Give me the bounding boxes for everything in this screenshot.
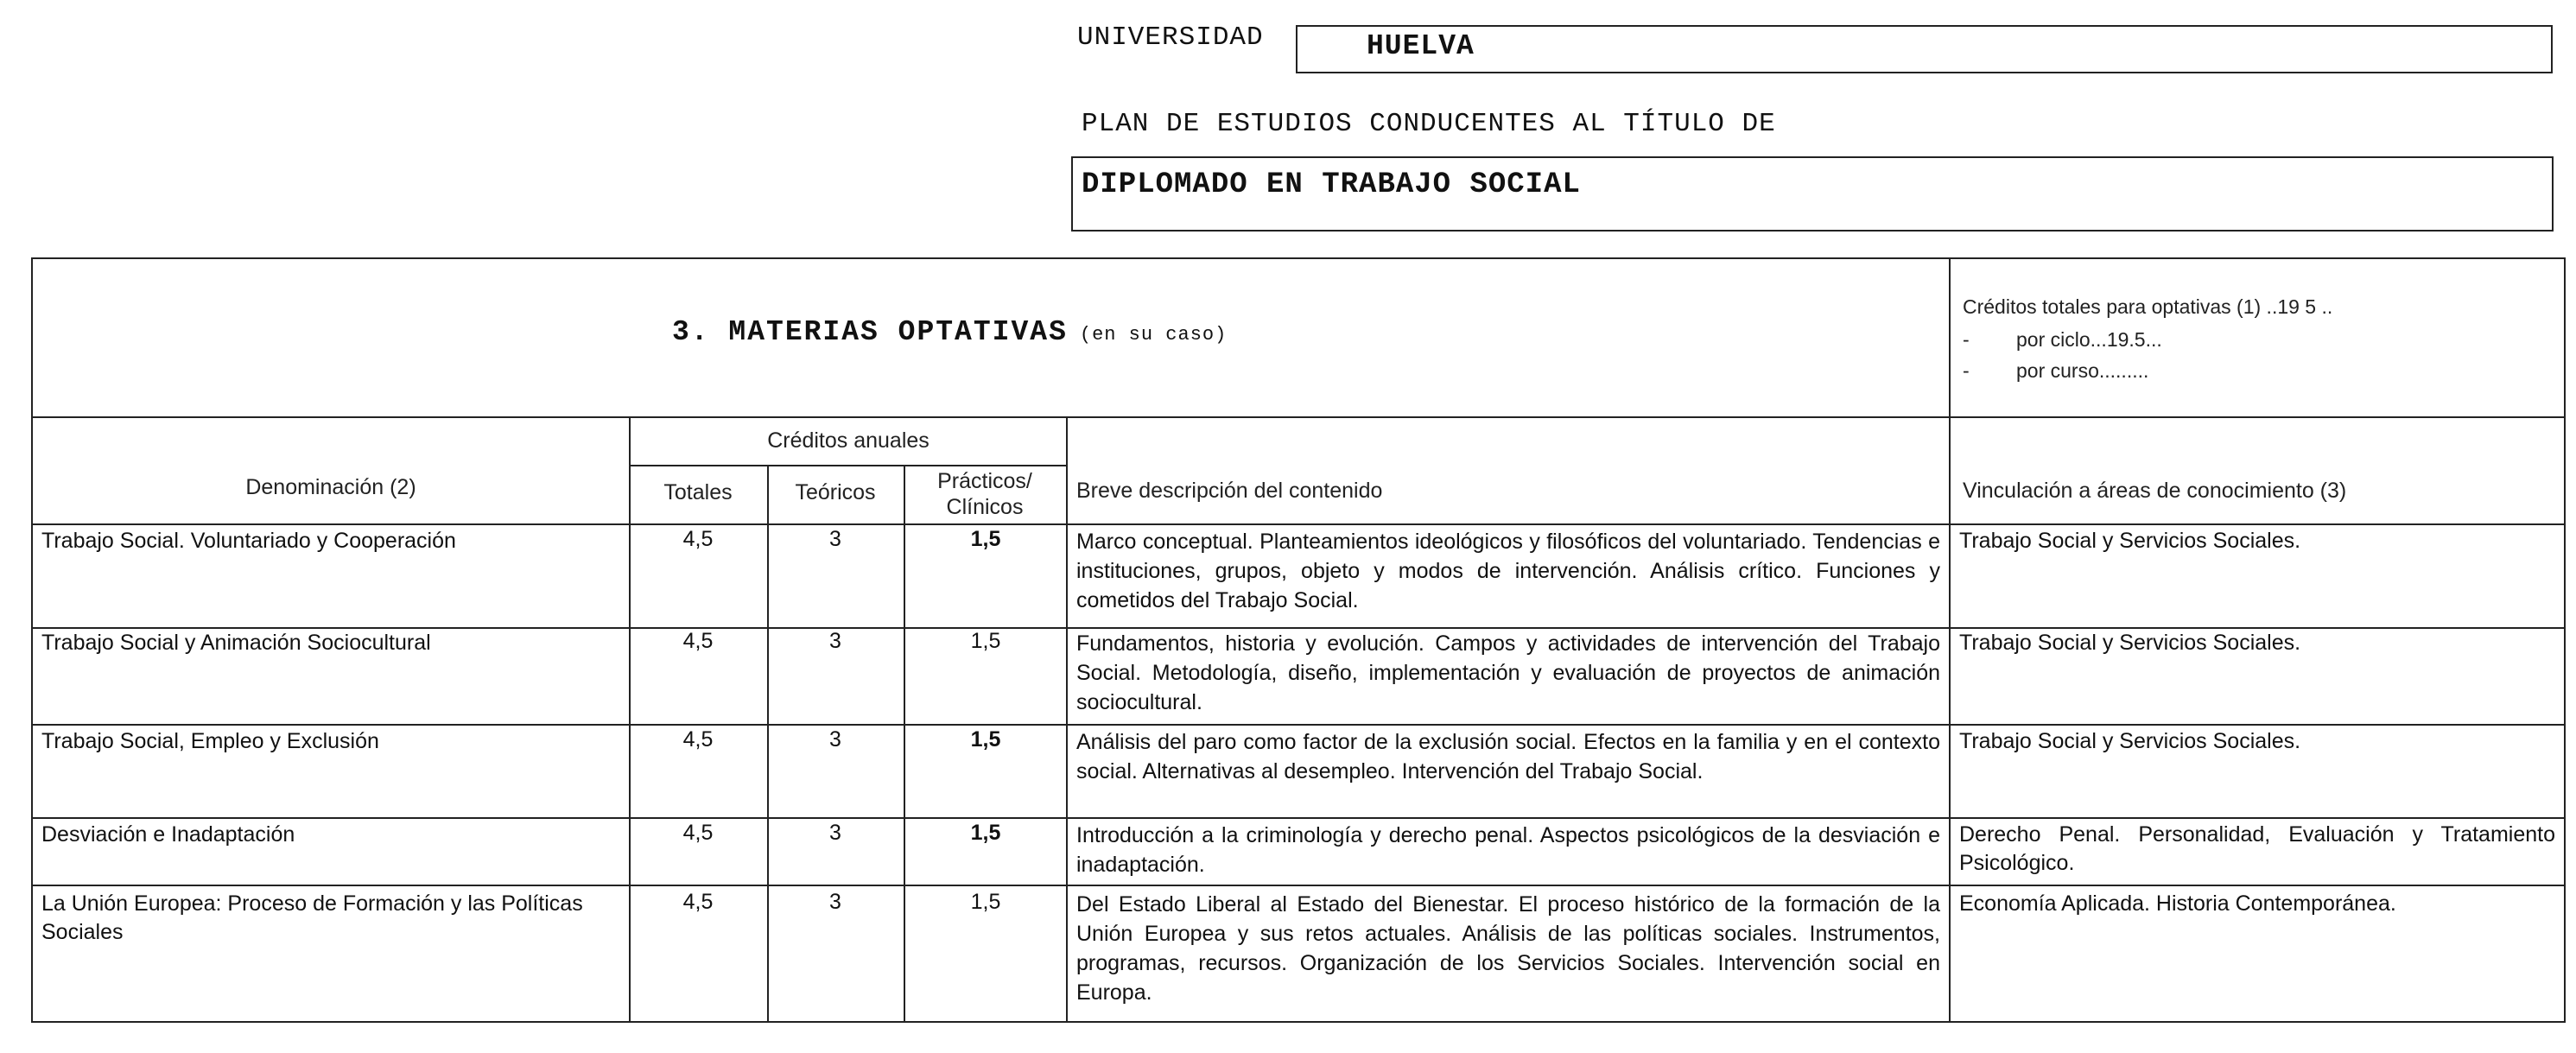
row-3-vinculacion: Trabajo Social y Servicios Sociales. [1959,729,2301,753]
credits-per-course [1963,359,2148,383]
bullet-dash: - [1963,328,1970,351]
row-1-denominacion: Trabajo Social. Voluntariado y Cooperación [41,529,456,553]
bullet-dash: - [1963,359,1970,382]
divider [33,416,2564,418]
row-3-totales: 4,5 [682,727,714,752]
row-3-descripcion: Análisis del paro como factor de la exclusión social. Efectos en la familia y en el contexto social. Alternativas al desempleo. Intervención del Trabajo Social. [1076,730,1940,783]
divider [33,885,2564,886]
university-label: UNIVERSIDAD [1077,22,1264,53]
divider [33,724,2564,726]
row-2-teoricos: 3 [829,629,841,653]
header-totales: Totales [663,480,733,504]
divider [33,523,2564,525]
header-practicos: Prácticos/ Clínicos [937,469,1032,519]
header-denominacion: Denominación (2) [245,475,416,499]
row-2-totales: 4,5 [682,629,714,653]
row-5-descripcion: Del Estado Liberal al Estado del Bienestar. El proceso histórico de la formación de la Unión Europea y sus retos actuales. Análisis de las políticas sociales. Instrumentos, programas, recursos. Organización de los Servicios Sociales. Intervención social en Europa. [1076,892,1940,1005]
row-3-practicos: 1,5 [970,727,1001,752]
credits-per-cycle-text: por ciclo...19.5... [2016,328,2162,351]
header-vinculacion: Vinculación a áreas de conocimiento (3) [1963,479,2347,503]
row-1-descripcion: Marco conceptual. Planteamientos ideológicos y filosóficos del voluntariado. Tendencias e instituciones, grupos, objeto y modos de intervención. Análisis crítico. Funciones y cometidos del Trabajo Social. [1076,530,1940,612]
section-note: (en su caso) [1079,324,1228,346]
row-2-practicos: 1,5 [970,629,1001,653]
row-4-denominacion: Desviación e Inadaptación [41,822,295,847]
row-5-practicos: 1,5 [970,890,1001,914]
header-teoricos: Teóricos [795,480,876,504]
credits-total: Créditos totales para optativas (1) ..19 5 .. [1963,295,2333,318]
row-1-totales: 4,5 [682,527,714,551]
divider [1949,259,1951,1021]
row-5-denominacion: La Unión Europea: Proceso de Formación y las Políticas Sociales [41,891,583,944]
row-4-practicos: 1,5 [970,821,1001,845]
row-5-vinculacion: Economía Aplicada. Historia Contemporánea. [1959,891,2396,916]
credits-per-course-text: por curso......... [2016,359,2149,382]
row-2-descripcion: Fundamentos, historia y evolución. Campos y actividades de intervención del Trabajo Social. Metodología, diseño, implementación y evaluación de proyectos de animación sociocultural. [1076,631,1940,714]
university-box [1296,25,2553,73]
row-1-practicos: 1,5 [970,527,1001,551]
section-title [672,316,1227,348]
row-1-vinculacion: Trabajo Social y Servicios Sociales. [1959,529,2301,553]
row-4-vinculacion: Derecho Penal. Personalidad, Evaluación y Tratamiento Psicológico. [1959,822,2555,875]
header-descripcion: Breve descripción del contenido [1076,479,1383,503]
row-2-vinculacion: Trabajo Social y Servicios Sociales. [1959,631,2301,655]
row-4-totales: 4,5 [682,821,714,845]
row-5-teoricos: 3 [829,890,841,914]
university-value: HUELVA [1367,30,1475,62]
row-3-teoricos: 3 [829,727,841,752]
header-creditos-anuales: Créditos anuales [767,428,930,453]
optional-subjects-table [31,257,2566,1023]
plan-label: PLAN DE ESTUDIOS CONDUCENTES AL TÍTULO DE [1082,109,1776,139]
divider [629,416,631,1021]
divider [33,817,2564,819]
row-5-totales: 4,5 [682,890,714,914]
degree-title: DIPLOMADO EN TRABAJO SOCIAL [1082,168,1581,201]
divider [1066,416,1068,1021]
credits-per-cycle [1963,328,2162,352]
row-3-denominacion: Trabajo Social, Empleo y Exclusión [41,729,379,753]
row-4-teoricos: 3 [829,821,841,845]
divider [629,465,1068,466]
row-2-denominacion: Trabajo Social y Animación Sociocultural [41,631,431,655]
row-4-descripcion: Introducción a la criminología y derecho penal. Aspectos psicológicos de la desviación e inadaptación. [1076,823,1940,877]
row-1-teoricos: 3 [829,527,841,551]
section-title-text: 3. MATERIAS OPTATIVAS [672,316,1068,348]
degree-box [1071,156,2554,232]
